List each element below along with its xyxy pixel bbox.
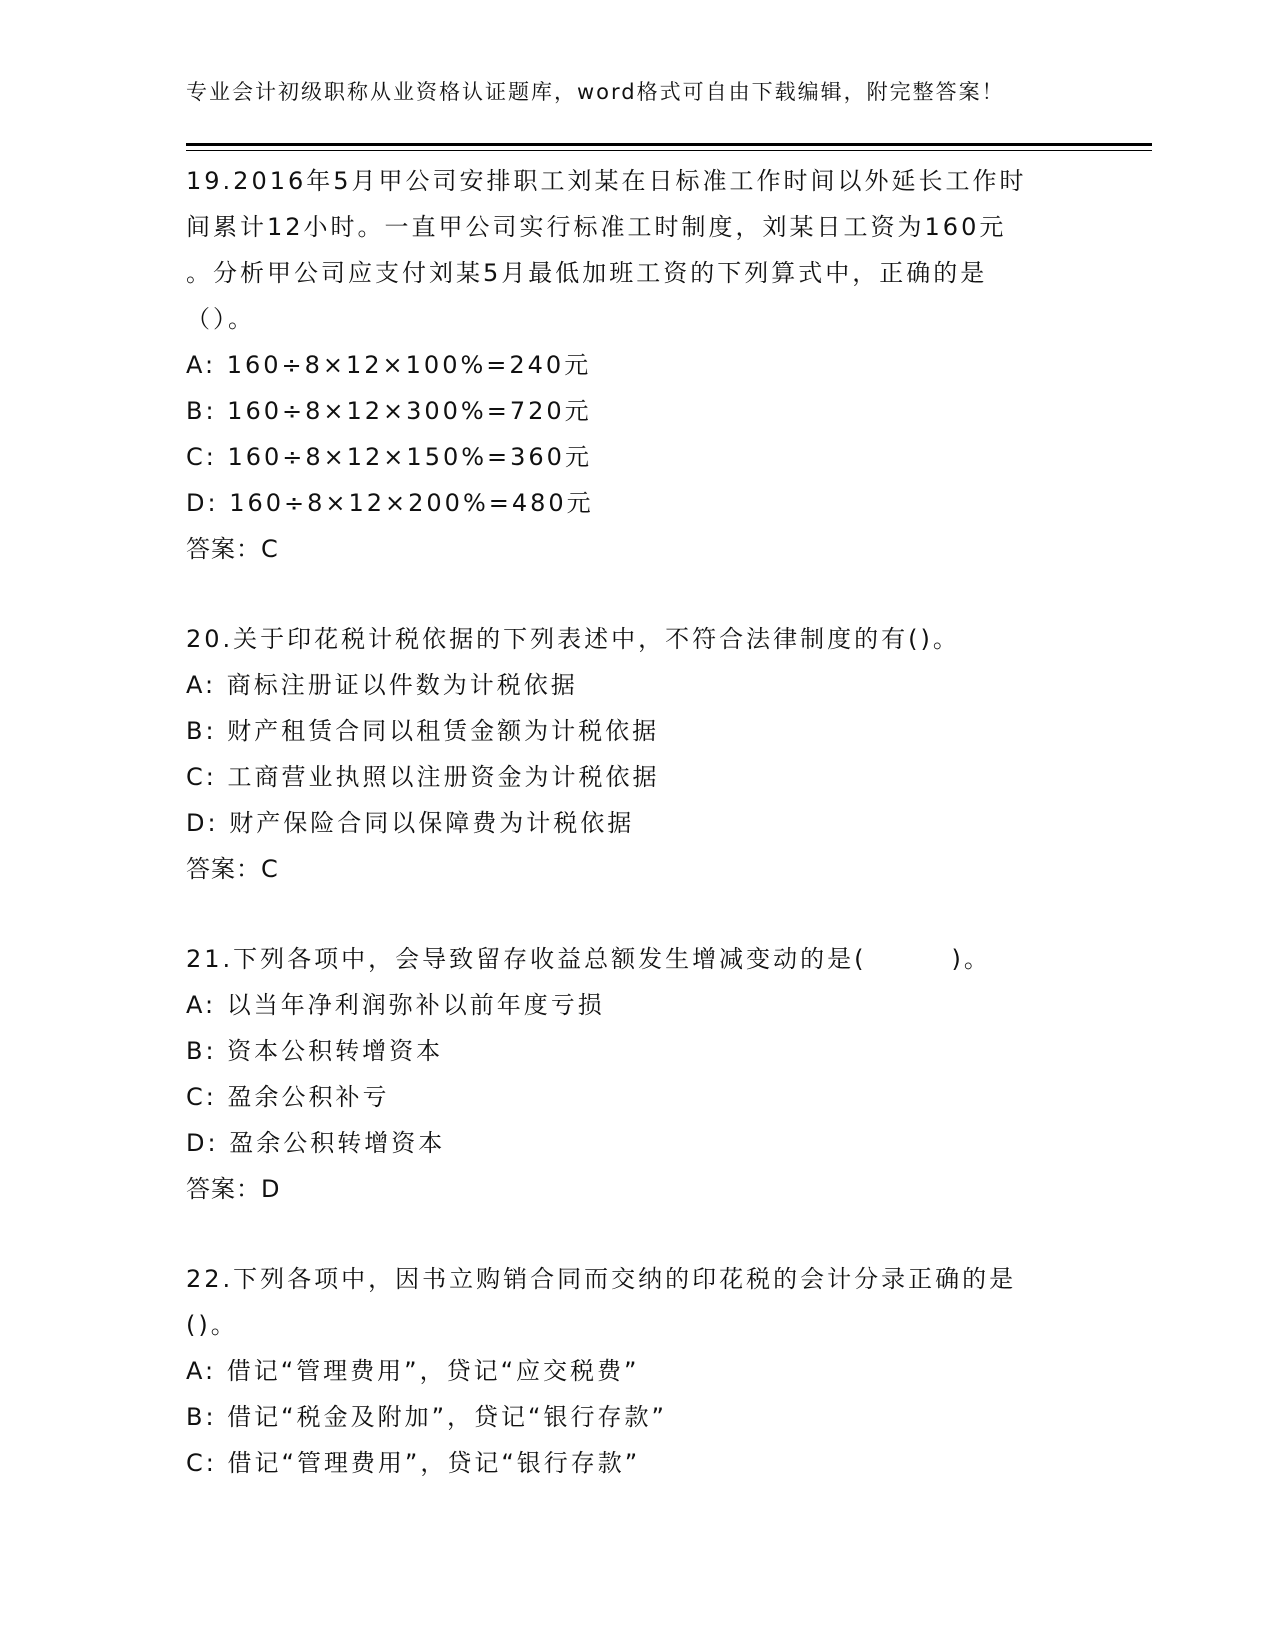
page-header: 专业会计初级职称从业资格认证题库，word格式可自由下载编辑，附完整答案！ [186, 80, 1005, 104]
question-stem [186, 936, 1086, 982]
question-21 [186, 936, 1086, 1212]
stem-line: 21.下列各项中，会导致留存收益总额发生增减变动的是( )。 [186, 945, 991, 973]
option-c: C: 借记“管理费用”，贷记“银行存款” [186, 1449, 641, 1477]
stem-line: 20.关于印花税计税依据的下列表述中，不符合法律制度的有()。 [186, 625, 960, 653]
option-a: A: 以当年净利润弥补以前年度亏损 [186, 991, 605, 1019]
stem-line: （）。 [186, 305, 255, 333]
option-d: D: 160÷8×12×200%=480元 [186, 489, 594, 517]
answer-line: 答案：D [186, 1175, 281, 1203]
header-rule-thick [186, 143, 1152, 146]
question-list [186, 158, 1086, 1530]
question-19 [186, 158, 1086, 572]
option-a: A: 借记“管理费用”，贷记“应交税费” [186, 1357, 640, 1385]
header-rule-thin [186, 150, 1152, 151]
option-b: B: 资本公积转增资本 [186, 1037, 444, 1065]
question-stem [186, 616, 1086, 662]
option-d: D: 财产保险合同以保障费为计税依据 [186, 809, 635, 837]
option-c: C: 盈余公积补亏 [186, 1083, 390, 1111]
option-b: B: 财产租赁合同以租赁金额为计税依据 [186, 717, 660, 745]
option-b: B: 160÷8×12×300%=720元 [186, 397, 592, 425]
option-a: A: 160÷8×12×100%=240元 [186, 351, 592, 379]
stem-line: 22.下列各项中，因书立购销合同而交纳的印花税的会计分录正确的是 [186, 1265, 1017, 1293]
option-d: D: 盈余公积转增资本 [186, 1129, 446, 1157]
answer-line: 答案：C [186, 535, 279, 563]
option-a: A: 商标注册证以件数为计税依据 [186, 671, 578, 699]
stem-line: 间累计12小时。一直甲公司实行标准工时制度，刘某日工资为160元 [186, 213, 1007, 241]
stem-line: 19.2016年5月甲公司安排职工刘某在日标准工作时间以外延长工作时 [186, 167, 1027, 195]
answer-line: 答案：C [186, 855, 279, 883]
question-stem [186, 1256, 1086, 1348]
option-c: C: 工商营业执照以注册资金为计税依据 [186, 763, 660, 791]
stem-line: ()。 [186, 1311, 238, 1339]
question-22 [186, 1256, 1086, 1486]
question-stem [186, 158, 1086, 342]
option-b: B: 借记“税金及附加”，贷记“银行存款” [186, 1403, 667, 1431]
option-c: C: 160÷8×12×150%=360元 [186, 443, 592, 471]
stem-line: 。分析甲公司应支付刘某5月最低加班工资的下列算式中，正确的是 [186, 259, 988, 287]
question-20 [186, 616, 1086, 892]
